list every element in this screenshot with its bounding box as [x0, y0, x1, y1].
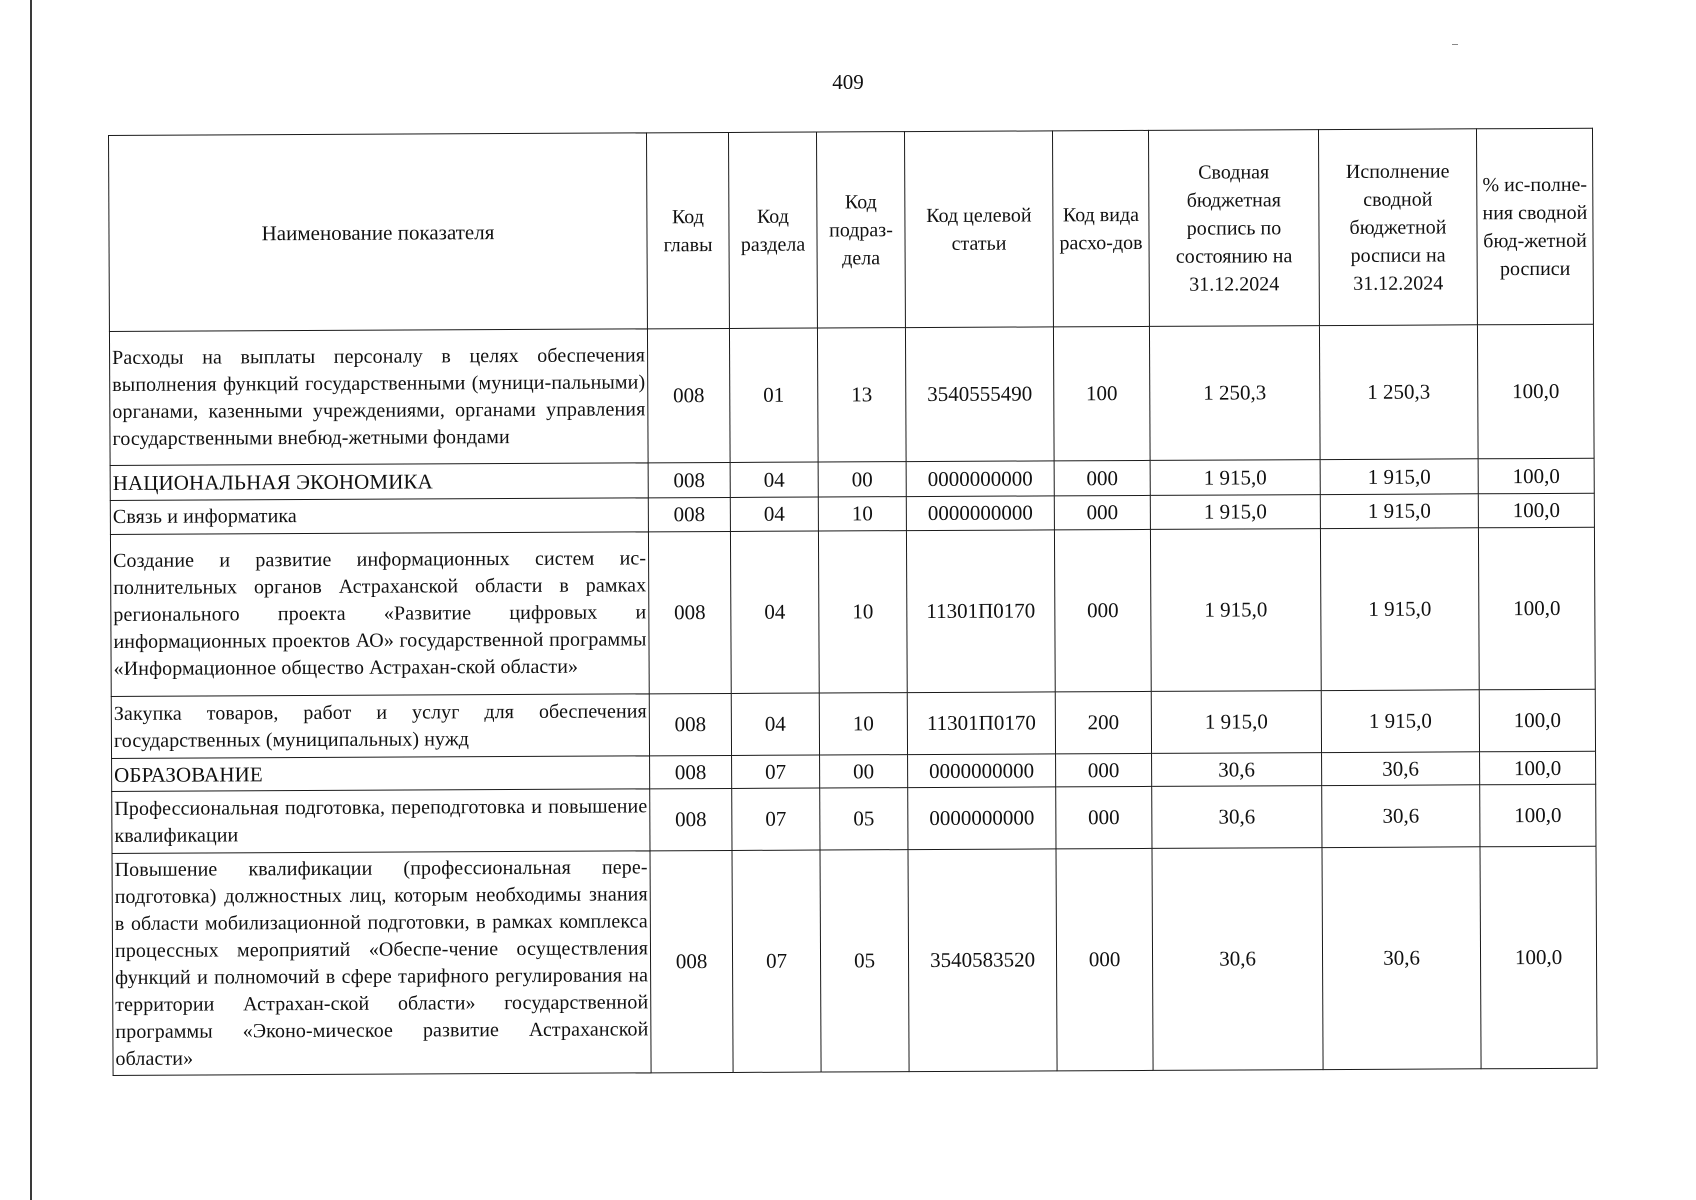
row-expense-type-code: 000: [1056, 753, 1152, 786]
row-subsection-code: 10: [818, 497, 906, 531]
table-row: [111, 689, 1595, 758]
row-target-article-code: 11301П0170: [907, 692, 1055, 755]
row-execution: 1 915,0: [1320, 494, 1478, 529]
row-execution-percent: 100,0: [1480, 751, 1596, 785]
row-name: ОБРАЗОВАНИЕ: [112, 756, 650, 792]
row-chapter-code: 008: [648, 462, 730, 497]
row-subsection-code: 10: [819, 693, 907, 755]
header-section-code: Код раздела: [728, 132, 817, 328]
row-target-article-code: 3540583520: [908, 849, 1057, 1072]
header-target-article-code: Код целевой статьи: [904, 131, 1053, 328]
scan-mark: [1452, 44, 1458, 45]
row-target-article-code: 0000000000: [908, 787, 1056, 850]
row-execution: 1 915,0: [1321, 690, 1479, 753]
row-budget-schedule: 30,6: [1152, 753, 1322, 787]
header-budget-schedule: Сводная бюджетная роспись по состоянию на 31.12.2024: [1148, 130, 1319, 327]
row-subsection-code: 05: [820, 850, 909, 1072]
table-row: [112, 784, 1596, 853]
row-expense-type-code: 000: [1056, 848, 1153, 1070]
row-execution-percent: 100,0: [1477, 324, 1594, 459]
row-expense-type-code: 000: [1054, 495, 1150, 529]
row-execution: 30,6: [1322, 752, 1480, 786]
row-subsection-code: 00: [820, 755, 908, 788]
row-target-article-code: 3540555490: [905, 327, 1054, 462]
row-chapter-code: 008: [648, 497, 730, 531]
row-execution-percent: 100,0: [1478, 458, 1594, 494]
header-subsection-code: Код подраз-дела: [816, 132, 905, 328]
row-chapter-code: 008: [650, 788, 732, 850]
table-row: [112, 846, 1597, 1075]
row-expense-type-code: 200: [1055, 691, 1151, 753]
row-budget-schedule: 1 915,0: [1151, 691, 1321, 754]
row-execution-percent: 100,0: [1480, 784, 1596, 847]
row-section-code: 07: [732, 850, 821, 1072]
header-expense-type-code: Код вида расхо-дов: [1052, 130, 1149, 326]
row-budget-schedule: 1 915,0: [1150, 460, 1320, 496]
row-budget-schedule: 30,6: [1152, 848, 1323, 1071]
row-section-code: 01: [729, 328, 818, 462]
row-target-article-code: 11301П0170: [906, 530, 1055, 693]
row-section-code: 07: [732, 755, 820, 788]
row-name: Связь и информатика: [110, 498, 648, 535]
header-chapter-code: Код главы: [646, 132, 729, 328]
row-subsection-code: 05: [820, 788, 908, 850]
row-chapter-code: 008: [649, 693, 731, 755]
row-section-code: 04: [730, 497, 818, 531]
row-execution: 1 915,0: [1320, 528, 1479, 691]
row-expense-type-code: 000: [1054, 460, 1150, 495]
row-subsection-code: 00: [818, 462, 906, 497]
header-execution-percent: % ис-полне-ния сводной бюд-жетной росписи: [1476, 128, 1593, 325]
page-number: 409: [832, 70, 864, 94]
header-execution: Исполнение сводной бюджетной росписи на 31.12.2024: [1318, 129, 1477, 326]
row-expense-type-code: 000: [1056, 786, 1152, 848]
row-name: НАЦИОНАЛЬНАЯ ЭКОНОМИКА: [110, 463, 648, 501]
row-section-code: 04: [731, 693, 819, 755]
row-section-code: 04: [730, 531, 819, 693]
row-execution: 1 250,3: [1319, 325, 1478, 460]
row-execution: 30,6: [1322, 785, 1480, 848]
row-budget-schedule: 1 915,0: [1150, 529, 1321, 692]
row-target-article-code: 0000000000: [906, 461, 1054, 497]
row-execution-percent: 100,0: [1478, 493, 1594, 528]
budget-execution-table: [108, 128, 1598, 1076]
row-target-article-code: 0000000000: [908, 754, 1056, 788]
left-margin-line: [30, 0, 32, 1200]
row-chapter-code: 008: [648, 531, 731, 693]
row-execution: 1 915,0: [1320, 459, 1478, 495]
row-expense-type-code: 000: [1054, 529, 1151, 691]
row-subsection-code: 10: [818, 531, 907, 693]
row-name: Расходы на выплаты персоналу в целях обеспечения выполнения функций государственными (муници-пальными) органами, казенными учреждениями, органами управления государственными внебюд-жетными фондами: [109, 329, 648, 466]
row-name: Закупка товаров, работ и услуг для обеспечения государственных (муниципальных) нужд: [111, 694, 649, 759]
header-indicator-name: Наименование показателя: [109, 133, 648, 332]
row-chapter-code: 008: [647, 328, 730, 462]
row-budget-schedule: 1 915,0: [1150, 495, 1320, 530]
row-subsection-code: 13: [817, 328, 906, 462]
row-budget-schedule: 30,6: [1152, 786, 1322, 849]
row-chapter-code: 008: [650, 755, 732, 788]
row-section-code: 07: [732, 788, 820, 850]
row-execution: 30,6: [1322, 847, 1481, 1070]
row-execution-percent: 100,0: [1478, 527, 1595, 690]
row-execution-percent: 100,0: [1480, 846, 1597, 1069]
row-name: Повышение квалификации (профессиональная пере-подготовка) должностных лиц, которым необходимы знания в области мобилизационной подготовки, в рамках комплекса процессных мероприятий «Обеспе-чение осуществления функций и полномочий в сфере тарифного регулирования на территории Астрахан-ской области» государственной программы «Эконо-мическое развитие Астраханской области»: [112, 851, 651, 1076]
row-budget-schedule: 1 250,3: [1149, 326, 1320, 461]
table-row: [110, 527, 1595, 696]
row-name: Профессиональная подготовка, переподготовка и повышение квалификации: [112, 789, 650, 854]
row-target-article-code: 0000000000: [906, 496, 1054, 531]
row-section-code: 04: [730, 462, 818, 497]
row-chapter-code: 008: [650, 850, 733, 1072]
row-name: Создание и развитие информационных систем ис-полнительных органов Астраханской области в рамках регионального проекта «Развитие цифровых и информационных проектов АО» государственной программы «Информационное общество Астрахан-ской области»: [110, 532, 649, 697]
table-header-row: [109, 128, 1594, 331]
row-expense-type-code: 100: [1053, 326, 1150, 460]
table-row: [109, 324, 1594, 465]
row-execution-percent: 100,0: [1479, 689, 1595, 752]
